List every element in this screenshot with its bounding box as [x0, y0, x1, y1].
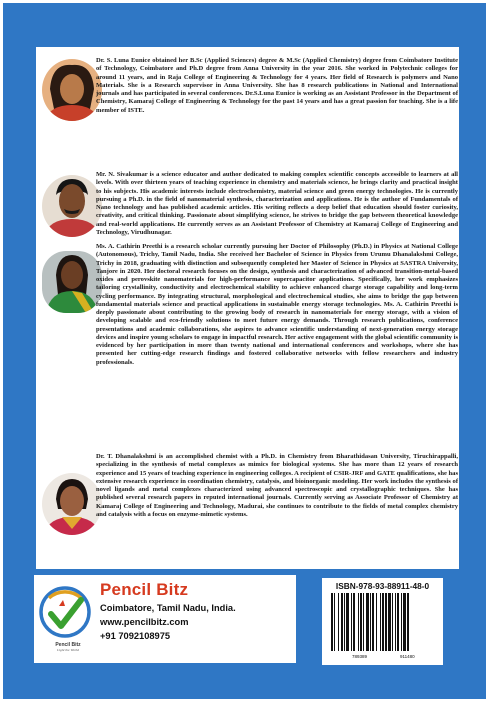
bio-text-3: Ms. A. Cathirin Preethi is a research scholar currently pursuing her Doctor of Philosophy (Ph.D.) in Physics at National College (Autonomous), Trichy, Tamil Nadu, India. She received her Bachelor of Science in Physics from Urumu Dhanalakshmi College, Trichy in 2018, graduating with distinction and subsequently completed her Master of Science in Physics at SASTRA University, Tanjore in 2020. Her doctoral research focuses on the design, synthesis and characterization of advanced transition-metal-based oxides and perovskite nanomaterials for high-performance supercapacitor applications. Specifically, her work emphasizes tailoring crystallinity, conductivity and electrochemical stability to achieve enhanced charge storage capability and long-term cycling performance. By integrating structural, morphological and electrochemical studies, she aims to bridge the gap between fundamental materials science and practical applications in sustainable energy storage technologies. Ms. A. Cathirin Preethi is deeply passionate about contributing to the growing body of research in nanomaterials for energy storage, with a vision of developing scalable and eco-friendly solutions to meet future energy demands. Through research publications, conference presentations and academic collaborations, she aspires to advance scientific understanding of next-generation energy storage devices and inspire young scholars to engage in impactful research. Her active engagement with the global scientific community is evidenced by her participation in more than twenty national and international conferences and workshops, where she has presented her cutting-edge research findings and fostered collaborative networks with fellow researchers and industry professionals. [96, 243, 458, 366]
logo-tagline: Light the World [57, 648, 79, 652]
author-bios-panel [36, 47, 459, 569]
author-photo-3 [42, 251, 102, 313]
barcode-bars-icon [330, 593, 435, 653]
barcode-right-digits: 911480 [400, 654, 415, 659]
woman-portrait-icon [42, 251, 102, 313]
isbn-label: ISBN-978-93-88911-48-0 [335, 581, 430, 591]
pencil-bitz-logo-icon [37, 584, 93, 656]
bio-text-4: Dr. T. Dhanalakshmi is an accomplished chemist with a Ph.D. in Chemistry from Bharathidasan University, Tiruchirappalli, specializing in the synthesis of metal complexes as mimics for biological systems. She has more than 12 years of research experience and 15 years of teaching experience in engineering colleges. A recipient of CSIR-JRF and GATE qualifications, she has extensive research experience in coordination chemistry, catalysis, and bioinorganic modeling. Her work includes the synthesis of novel ligands and metal complexes characterized using advanced spectroscopic and crystallographic techniques. She has published several research papers in reputed international journals. Currently serving as Associate Professor of Chemistry at Kamaraj College of Engineering and Technology, Madurai, she continues to contribute to the fields of metal complex chemistry and catalysis with a focus on enzyme-mimetic systems. [96, 453, 458, 518]
woman-portrait-icon [42, 473, 102, 535]
logo-caption: Pencil Bitz [55, 642, 81, 648]
author-photo-1 [42, 59, 102, 121]
publisher-website[interactable]: www.pencilbitz.com [100, 617, 189, 627]
man-portrait-icon [42, 175, 102, 237]
publisher-block [34, 575, 296, 663]
publisher-name: Pencil Bitz [100, 580, 189, 599]
author-photo-2 [42, 175, 102, 237]
woman-portrait-icon [42, 59, 102, 121]
isbn-barcode [322, 578, 443, 665]
author-photo-4 [42, 473, 102, 535]
bio-text-2: Mr. N. Sivakumar is a science educator and author dedicated to making complex scientific concepts accessible to learners at all levels. With over thirteen years of teaching experience in chemistry and materials science, he brings clarity and practical insight to his subjects. His academic interests include electrochemistry, material science and green energy technologies. He is currently pursuing a Ph.D. in the field of nanomaterial synthesis, characterization and applications. He is the author of Fundamentals of Nano technology and has published academic articles. His writing reflects a deep belief that education should foster curiosity, creativity, and critical thinking. Passionate about simplifying science, he strives to bridge the gap between theoretical knowledge and real-world applications. He currently serves as an Assistant Professor of Chemistry at Kamaraj College of Engineering and Technology, Virudhunagar. [96, 171, 458, 236]
bio-text-1: Dr. S. Luna Eunice obtained her B.Sc (Applied Sciences) degree & M.Sc (Applied Chemistry) degree from Coimbatore Institute of Technology, Coimbatore and Ph.D degree from Anna University in the year 2016. She worked in Polytechnic colleges for around 11 years, and in Raja College of Engineering & Technology for 4 years. Her field of Research is polymers and Nano Materials. She is a Research supervisor in Anna University. She has 8 research publications in National and International journals and has participated in several conferences. Dr.S.Luna Eunice is working as an Assistant Professor in the Department of Chemistry, Kamaraj College of Engineering & Technology for the past 14 years and has a great passion for teaching. She is a life member of ISTE. [96, 57, 458, 114]
barcode-left-digits: 789389 [352, 654, 368, 659]
publisher-phone: +91 7092108975 [100, 631, 171, 641]
publisher-location: Coimbatore, Tamil Nadu, India. [100, 603, 236, 613]
